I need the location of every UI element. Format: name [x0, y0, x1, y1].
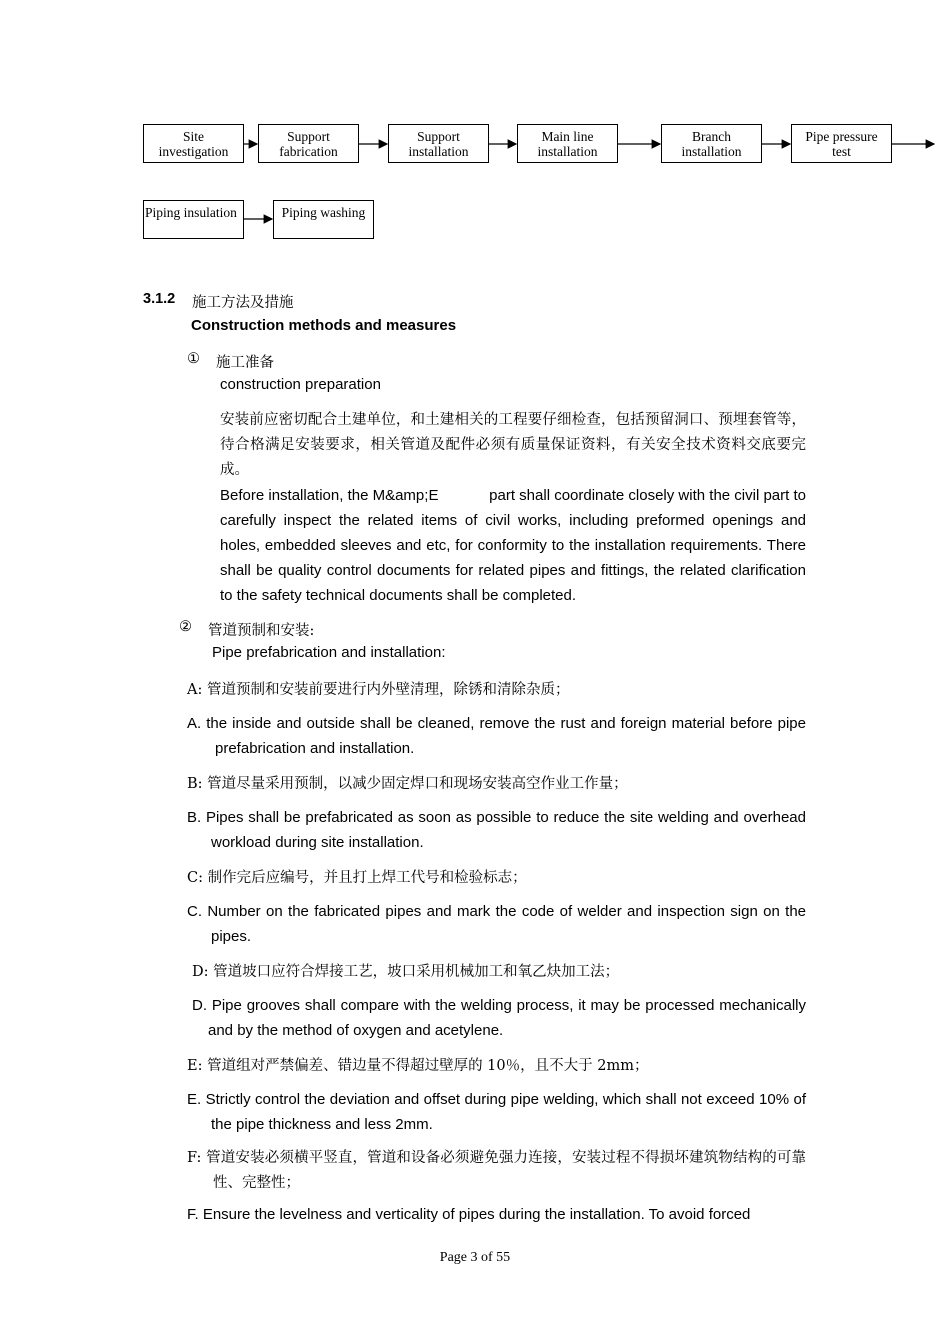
point-a-en-text: A. the inside and outside shall be cleaned, remove the rust and foreign material before pipe prefabrication and installation.: [187, 715, 806, 757]
flow-step-support-installation: [388, 124, 489, 163]
point-c-cn: C: 制作完后应编号，并且打上焊工代号和检验标志；: [187, 870, 527, 886]
section-title-en: Construction methods and measures: [191, 317, 457, 334]
flow-step-pipe-pressure-test: [791, 124, 892, 163]
item1-body-cn: 安装前应密切配合土建单位，和土建相关的工程要仔细检查，包括预留洞口、预埋套管等，待合格满足安装要求，相关管道及配件必须有质量保证资料，有关安全技术资料交底要完成。: [220, 412, 806, 478]
flow-step-label: Piping insulation: [145, 205, 237, 220]
flow-step-label: Main line: [541, 129, 594, 144]
flow-step-support-fabrication: [258, 124, 359, 163]
point-b-cn: B: 管道尽量采用预制，以减少固定焊口和现场安装高空作业工作量；: [187, 776, 628, 792]
point-d-en: [192, 993, 806, 1043]
flow-step-main-line-installation: [517, 124, 618, 163]
flow-step-label: test: [832, 144, 851, 159]
item1-marker: ①: [187, 351, 200, 367]
flow-step-label: Support: [287, 129, 330, 144]
flow-step-label: Site: [182, 129, 204, 144]
item1-body-en: carefully inspect the related items of civil works, including preformed openings and holes, embedded sleeves and etc, for conformity to the installation requirements. There shall be quality control documents for related pipes and fittings, the related clarification to the safety technical documents shall be completed.: [220, 512, 806, 604]
flow-step-branch-installation: [661, 124, 762, 163]
point-f-cn: [187, 1146, 806, 1196]
point-f-cn-text: F: 管道安装必须横平竖直，管道和设备必须避免强力连接，安装过程不得损坏建筑物结构的可靠性、完整性；: [187, 1150, 806, 1191]
flow-step-label: installation: [408, 144, 469, 159]
flow-step-label: Piping washing: [281, 205, 366, 220]
item2-title-cn: 管道预制和安装:: [208, 623, 315, 639]
item2-title-en: Pipe prefabrication and installation:: [212, 644, 446, 661]
flow-step-label: fabrication: [279, 144, 338, 159]
point-b-en: [187, 805, 806, 855]
point-e-cn: E: 管道组对严禁偏差、错边量不得超过壁厚的 10％，且不大于 2mm；: [187, 1058, 649, 1074]
item1-title-cn: 施工准备: [216, 355, 274, 371]
flow-step-label: Support: [417, 129, 460, 144]
item1-body-en-l1a: Before installation, the M&amp;E: [220, 487, 439, 504]
point-e-en-text: E. Strictly control the deviation and offset during pipe welding, which shall not exceed 10% of the pipe thickness and less 2mm.: [187, 1091, 806, 1133]
page-number: Page 3 of 55: [439, 1250, 511, 1265]
point-c-en-text: C. Number on the fabricated pipes and mark the code of welder and inspection sign on the pipes.: [187, 903, 806, 945]
point-f-en: F. Ensure the levelness and verticality of pipes during the installation. To avoid forced: [187, 1206, 751, 1223]
item1-title-en: construction preparation: [220, 376, 381, 393]
point-c-en: [187, 899, 806, 949]
flow-step-label: investigation: [158, 144, 229, 159]
item1-body-en-l1b: part shall coordinate closely with the civil part to: [489, 487, 806, 504]
point-d-en-text: D. Pipe grooves shall compare with the welding process, it may be processed mechanically and by the method of oxygen and acetylene.: [192, 997, 806, 1039]
item2-marker: ②: [179, 619, 192, 635]
flow-step-label: installation: [681, 144, 742, 159]
point-d-cn: D: 管道坡口应符合焊接工艺，坡口采用机械加工和氧乙炔加工法；: [192, 964, 620, 980]
section-number: 3.1.2: [143, 291, 176, 307]
flow-step-label: Branch: [692, 129, 731, 144]
point-a-cn: A: 管道预制和安装前要进行内外壁清理，除锈和清除杂质；: [187, 682, 570, 698]
point-a-en: [187, 711, 806, 761]
flow-step-label: installation: [537, 144, 598, 159]
flow-step-label: Pipe pressure: [805, 129, 878, 144]
point-b-en-text: B. Pipes shall be prefabricated as soon as possible to reduce the site welding and overhead workload during site installation.: [187, 809, 806, 851]
section-title-cn: 施工方法及措施: [192, 295, 294, 311]
flow-step-piping-insulation: [143, 200, 244, 239]
flow-step-piping-washing: [273, 200, 374, 239]
point-e-en: [187, 1087, 806, 1137]
flow-step-site-investigation: [143, 124, 244, 163]
item1-body-en-line1: [220, 483, 806, 508]
